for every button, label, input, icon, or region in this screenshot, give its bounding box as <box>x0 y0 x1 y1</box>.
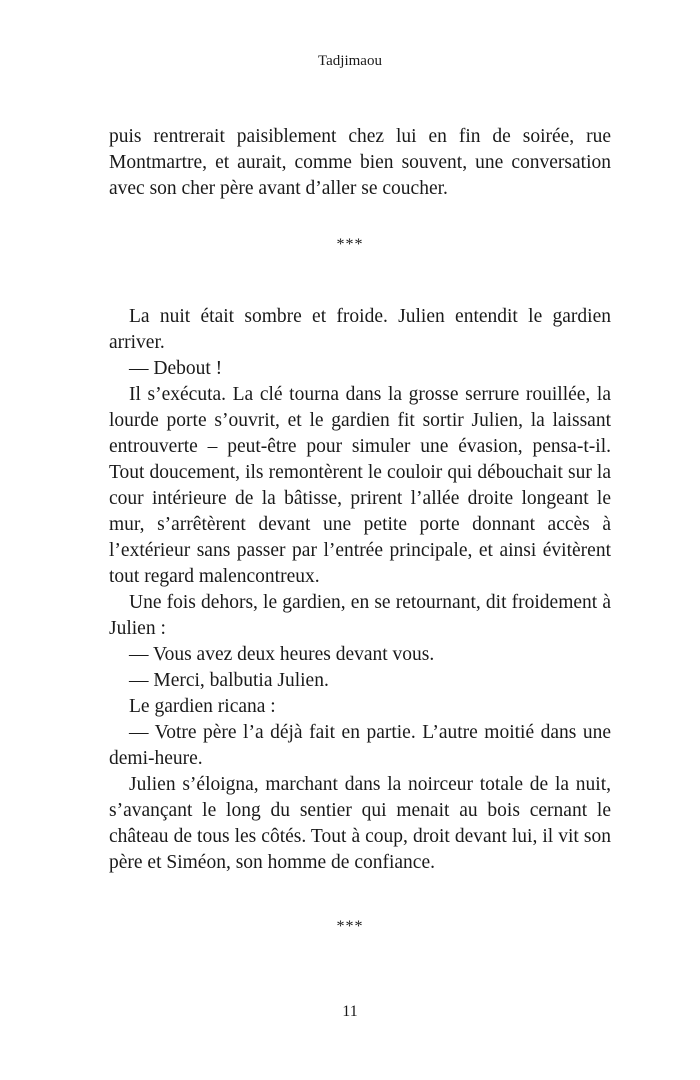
text-block-1 <box>109 124 611 202</box>
paragraph: Une fois dehors, le gardien, en se retournant, dit froidement à Julien : <box>109 592 611 639</box>
paragraph: Il s’exécuta. La clé tourna dans la grosse serrure rouillée, la lourde porte s’ouvrit, et le gardien fit sortir Julien, la laissant entrouverte – peut-être pour simuler une évasion, pensa-t-il. Tout doucement, ils remontèrent le couloir qui débouchait sur la cour intérieure de la bâtisse, prirent l’allée droite longeant le mur, s’arrêtèrent devant une petite porte donnant accès à l’extérieur sans passer par l’entrée principale, et ainsi évitèrent tout regard malencontreux. <box>109 384 611 587</box>
paragraph: Julien s’éloigna, marchant dans la noirceur totale de la nuit, s’avançant le long du sentier qui menait au bois cernant le château de tous les côtés. Tout à coup, droit devant lui, il vit son père et Siméon, son homme de confiance. <box>109 774 611 873</box>
paragraph: puis rentrerait paisiblement chez lui en fin de soirée, rue Montmartre, et aurait, comme bien souvent, une conversation avec son cher père avant d’aller se coucher. <box>109 126 611 199</box>
dialogue-line: — Votre père l’a déjà fait en partie. L’autre moitié dans une demi-heure. <box>109 722 611 769</box>
dialogue-line: — Vous avez deux heures devant vous. <box>129 644 435 665</box>
section-separator: *** <box>336 918 364 935</box>
paragraph: Le gardien ricana : <box>129 696 276 717</box>
page-number: 11 <box>342 1003 358 1020</box>
dialogue-line: — Debout ! <box>129 358 223 379</box>
text-block-2 <box>109 304 611 876</box>
running-header: Tadjimaou <box>318 53 382 69</box>
dialogue-line: — Merci, balbutia Julien. <box>129 670 329 691</box>
section-separator: *** <box>336 236 364 253</box>
paragraph: La nuit était sombre et froide. Julien entendit le gardien arriver. <box>109 306 611 353</box>
